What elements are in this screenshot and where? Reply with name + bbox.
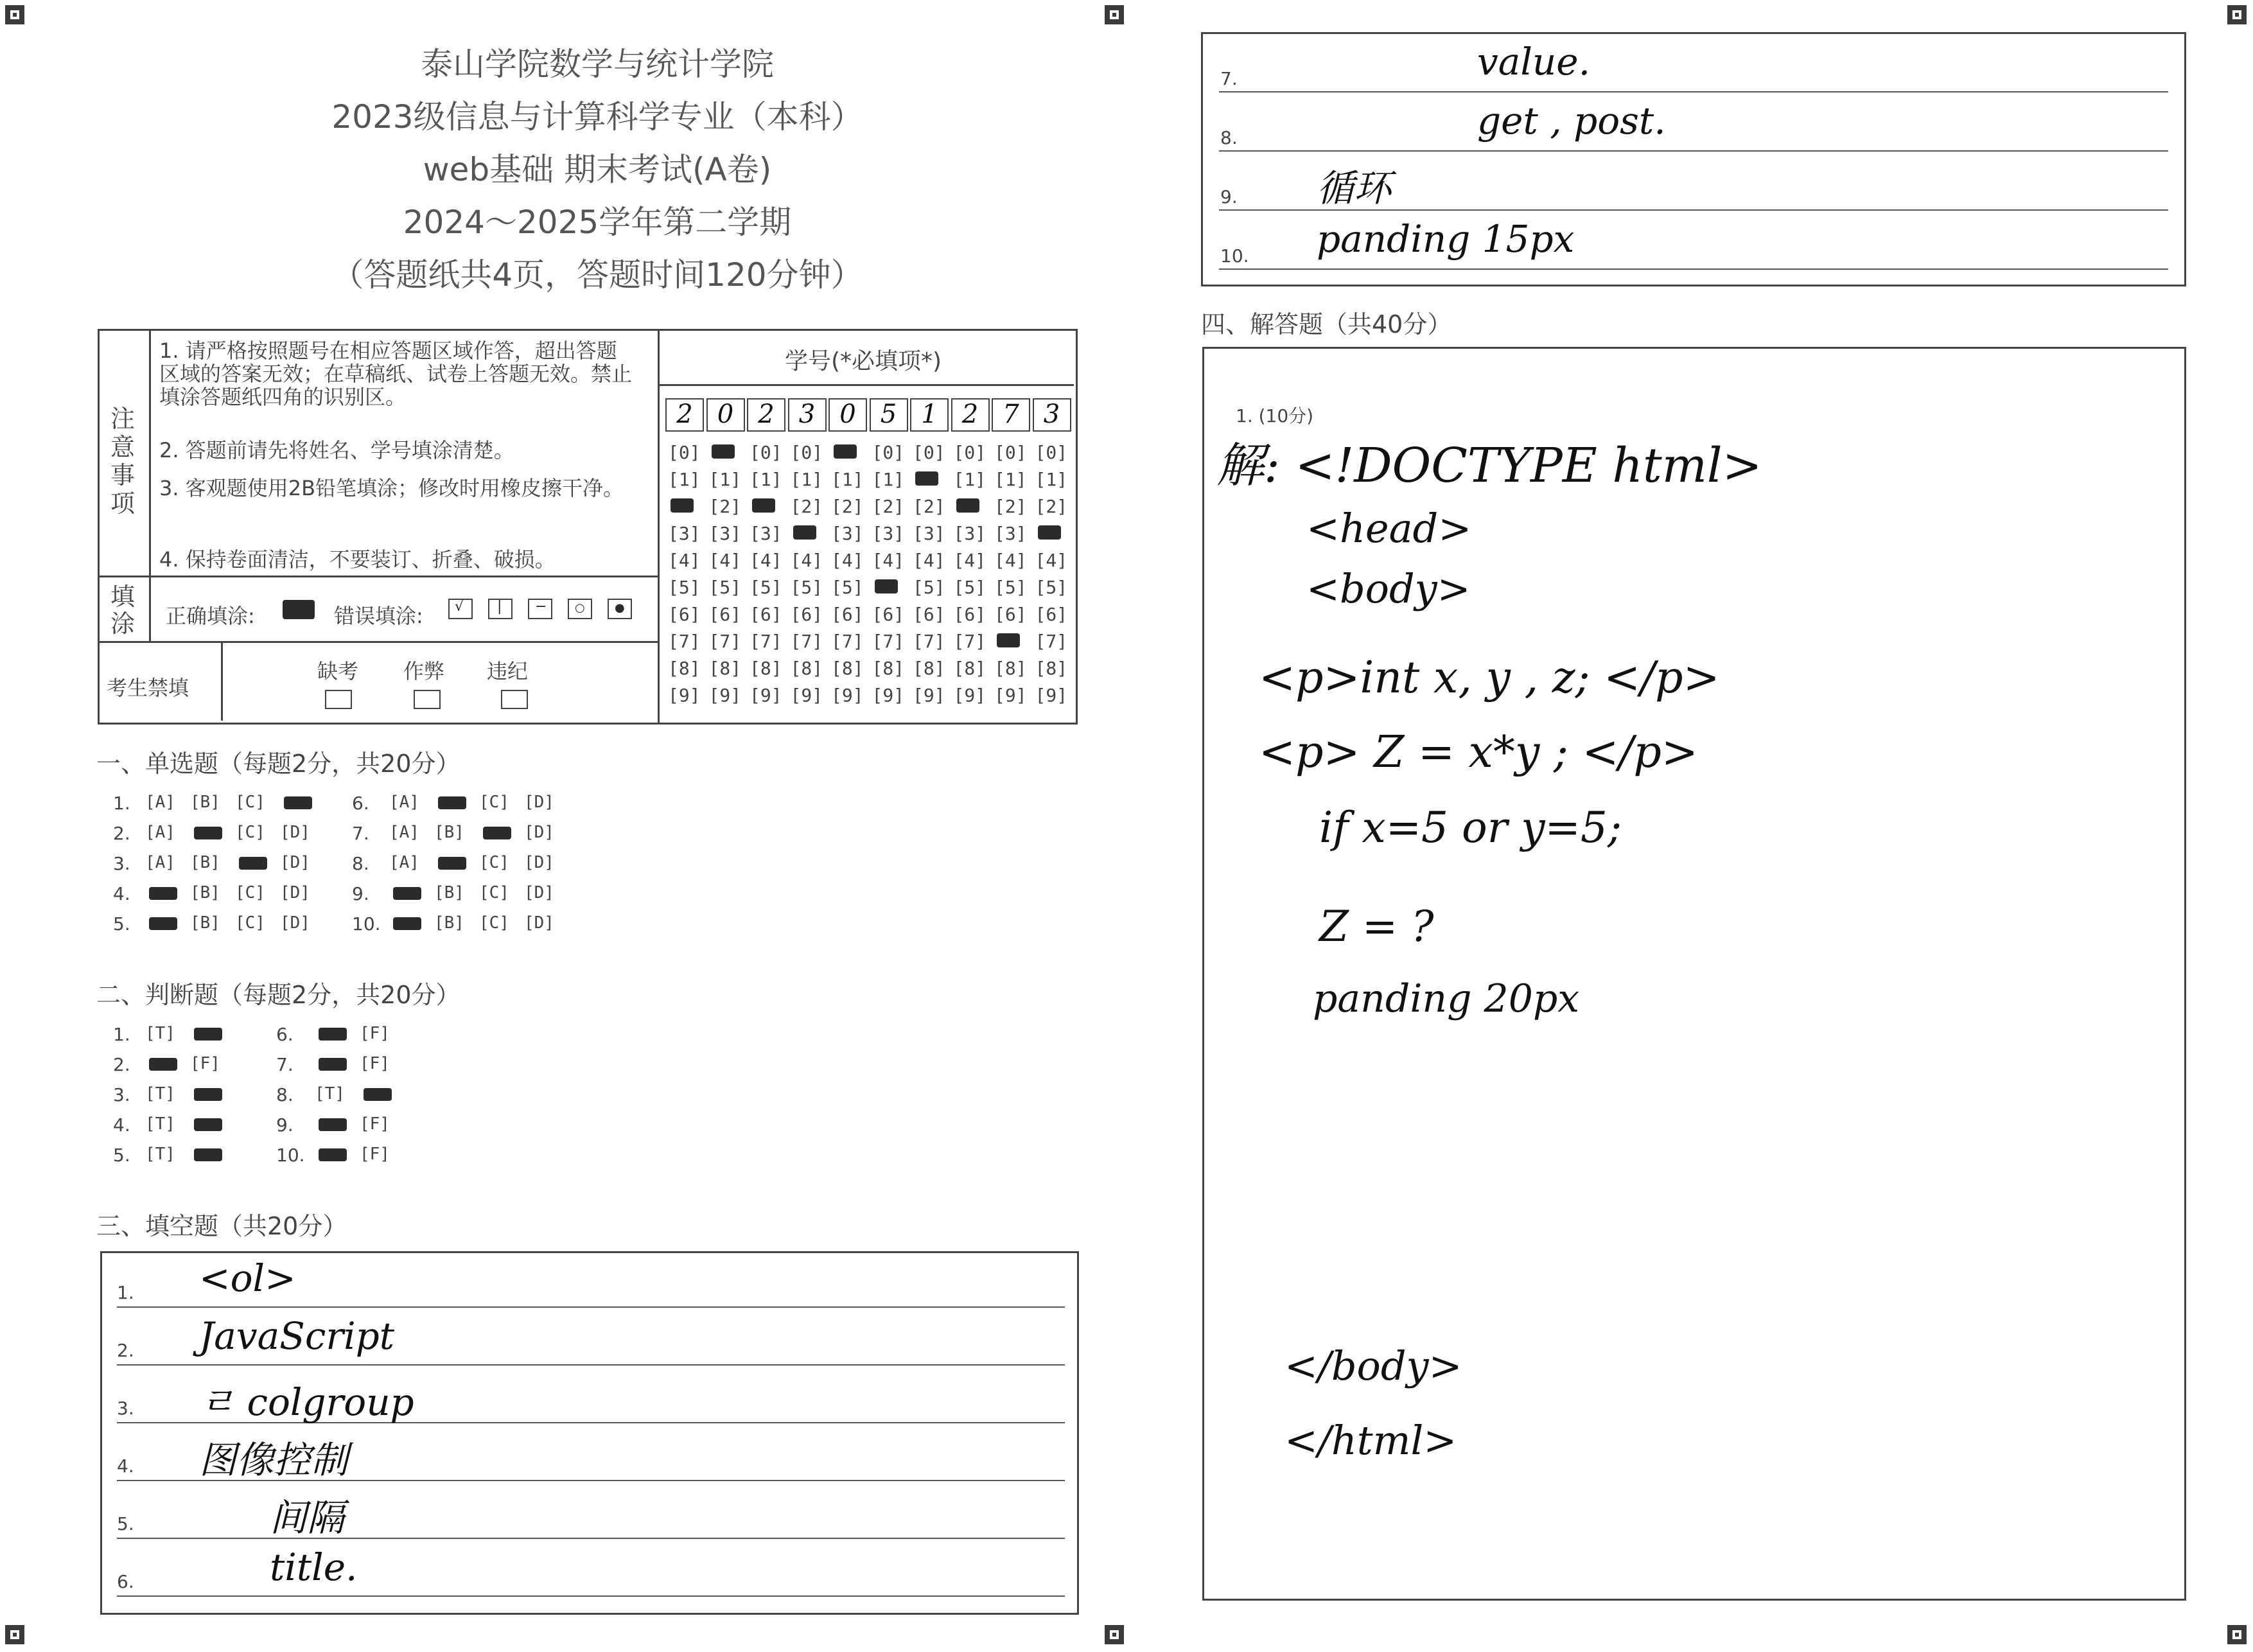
- sec1-bubble[interactable]: [D]: [524, 823, 554, 842]
- corner-marker-bl: [5, 1625, 24, 1644]
- sec2-bubble[interactable]: [T]: [145, 1084, 175, 1103]
- student-id-bubble[interactable]: [6]: [1035, 604, 1068, 625]
- wrong-sample-3: −: [528, 599, 552, 619]
- student-id-bubble[interactable]: [7]: [1035, 631, 1068, 652]
- student-id-bubble[interactable]: [6]: [994, 604, 1027, 625]
- student-id-bubble[interactable]: [2]: [872, 496, 905, 517]
- student-id-bubble[interactable]: [0]: [953, 442, 986, 463]
- student-id-bubble[interactable]: [0]: [1035, 442, 1068, 463]
- forbidden-label: 考生禁填: [107, 676, 189, 700]
- blank-answer[interactable]: 循环: [1317, 166, 1392, 210]
- forbidden-absent-box[interactable]: [325, 690, 352, 709]
- student-id-bubble[interactable]: [4]: [668, 550, 701, 571]
- sec1-bubble[interactable]: [A]: [145, 853, 175, 872]
- sec2-bubble[interactable]: [F]: [360, 1114, 390, 1134]
- sec1-title: 一、单选题（每题2分，共20分）: [96, 750, 460, 778]
- sec1-bubble[interactable]: [B]: [190, 853, 220, 872]
- essay-line-7: Z = ?: [1319, 902, 1434, 951]
- sec1-question-num: 9.: [352, 883, 369, 904]
- student-id-bubble[interactable]: [1]: [1035, 469, 1068, 490]
- student-id-bubble[interactable]: [3]: [750, 523, 782, 544]
- sec2-bubble[interactable]: [T]: [145, 1024, 175, 1043]
- sec1-bubble[interactable]: [A]: [389, 853, 419, 872]
- student-id-digit-box: 2: [665, 398, 704, 432]
- student-id-bubble[interactable]: [7]: [668, 631, 701, 652]
- student-id-bubble[interactable]: [2]: [708, 496, 742, 517]
- corner-marker-tr: [2227, 5, 2247, 24]
- student-id-bubble[interactable]: [9]: [668, 685, 701, 706]
- corner-marker-tl: [5, 5, 24, 24]
- student-id-bubble[interactable]: [8]: [790, 658, 823, 679]
- student-id-bubble[interactable]: [6]: [750, 604, 782, 625]
- header-line-4: 2024～2025学年第二学期: [403, 204, 792, 241]
- student-id-bubble[interactable]: [1]: [750, 469, 782, 490]
- sec2-bubble-filled[interactable]: [194, 1118, 222, 1131]
- student-id-bubble[interactable]: [7]: [708, 631, 742, 652]
- blank-num: 1.: [117, 1282, 134, 1303]
- forbidden-cheat-box[interactable]: [414, 690, 441, 709]
- sec2-bubble-filled[interactable]: [319, 1118, 347, 1131]
- student-id-bubble[interactable]: [9]: [913, 685, 945, 706]
- sec1-bubble[interactable]: [C]: [479, 883, 509, 902]
- sec1-question-num: 1.: [113, 793, 130, 814]
- student-id-bubble-filled[interactable]: [752, 498, 775, 513]
- student-id-bubble[interactable]: [9]: [790, 685, 823, 706]
- essay-line-2: <head>: [1306, 505, 1472, 552]
- essay-line-6: if x=5 or y=5;: [1319, 803, 1622, 852]
- student-id-bubble[interactable]: [0]: [994, 442, 1027, 463]
- sec1-question-num: 8.: [352, 853, 369, 874]
- sec1-bubble-filled[interactable]: [483, 827, 511, 839]
- student-id-digit-box: 3: [1033, 398, 1071, 432]
- header-line-1: 泰山学院数学与统计学院: [421, 46, 774, 83]
- student-id-bubble[interactable]: [5]: [750, 577, 782, 598]
- sec1-bubble-filled[interactable]: [438, 857, 466, 870]
- forbidden-violation-box[interactable]: [501, 690, 528, 709]
- sec1-bubble[interactable]: [C]: [479, 793, 509, 812]
- sec2-bubble[interactable]: [T]: [315, 1084, 345, 1103]
- student-id-bubble[interactable]: [4]: [708, 550, 742, 571]
- sec1-bubble[interactable]: [D]: [280, 823, 310, 842]
- student-id-bubble[interactable]: [1]: [831, 469, 864, 490]
- blank-answer[interactable]: ㄹ colgroup: [199, 1380, 414, 1424]
- sec1-bubble-filled[interactable]: [149, 917, 177, 930]
- student-id-bubble[interactable]: [5]: [831, 577, 864, 598]
- essay-line-10: </html>: [1284, 1417, 1457, 1464]
- corner-marker-tm: [1105, 5, 1124, 24]
- sec1-bubble[interactable]: [A]: [389, 793, 419, 812]
- sec2-bubble-filled[interactable]: [319, 1028, 347, 1041]
- sec2-question-num: 3.: [113, 1084, 130, 1105]
- sec4-title: 四、解答题（共40分）: [1201, 310, 1452, 338]
- student-id-bubble[interactable]: [4]: [750, 550, 782, 571]
- sec2-bubble-filled[interactable]: [194, 1148, 222, 1161]
- sec2-title: 二、判断题（每题2分，共20分）: [96, 981, 460, 1009]
- student-id-digit-box: 2: [951, 398, 990, 432]
- student-id-bubble[interactable]: [7]: [953, 631, 986, 652]
- blank-num: 7.: [1220, 68, 1238, 89]
- blank-underline: [1219, 268, 2168, 270]
- sec2-question-num: 6.: [276, 1024, 294, 1045]
- student-id-bubble[interactable]: [7]: [913, 631, 945, 652]
- student-id-bubble[interactable]: [7]: [790, 631, 823, 652]
- student-id-digit-box: 1: [910, 398, 949, 432]
- student-id-bubble[interactable]: [9]: [872, 685, 905, 706]
- student-id-bubble[interactable]: [8]: [953, 658, 986, 679]
- student-id-bubble[interactable]: [1]: [790, 469, 823, 490]
- sec1-bubble-filled[interactable]: [239, 857, 267, 870]
- student-id-digit-box: 7: [992, 398, 1030, 432]
- blank-underline: [1219, 91, 2168, 92]
- student-id-bubble[interactable]: [0]: [872, 442, 905, 463]
- forbidden-vline: [221, 642, 223, 721]
- student-id-bubble[interactable]: [4]: [831, 550, 864, 571]
- student-id-bubble[interactable]: [1]: [872, 469, 905, 490]
- essay-q1-label: 1. (10分): [1236, 405, 1314, 426]
- sec2-bubble[interactable]: [T]: [145, 1114, 175, 1134]
- blank-num: 2.: [117, 1340, 134, 1361]
- student-id-bubble[interactable]: [5]: [913, 577, 945, 598]
- correct-fill-sample: [283, 600, 315, 619]
- blank-answer[interactable]: value.: [1477, 40, 1591, 83]
- wrong-fill-label: 错误填涂:: [334, 604, 423, 628]
- sec1-bubble[interactable]: [C]: [479, 853, 509, 872]
- sec1-bubble[interactable]: [D]: [524, 853, 554, 872]
- sec1-question-num: 10.: [352, 913, 381, 935]
- sec1-bubble-filled[interactable]: [438, 796, 466, 809]
- blank-answer[interactable]: panding 15px: [1317, 217, 1575, 261]
- blank-num: 6.: [117, 1571, 134, 1592]
- student-id-digit-box: 0: [828, 398, 867, 432]
- student-id-bubble[interactable]: [3]: [994, 523, 1027, 544]
- student-id-bubble[interactable]: [6]: [668, 604, 701, 625]
- sec1-bubble[interactable]: [B]: [434, 883, 464, 902]
- student-id-bubble[interactable]: [5]: [708, 577, 742, 598]
- student-id-bubble[interactable]: [2]: [913, 496, 945, 517]
- sec2-bubble-filled[interactable]: [194, 1088, 222, 1101]
- sec2-bubble[interactable]: [F]: [360, 1054, 390, 1073]
- notice-item-2: 2. 答题前请先将姓名、学号填涂清楚。: [159, 438, 514, 462]
- sec2-bubble[interactable]: [F]: [360, 1145, 390, 1164]
- student-id-bubble[interactable]: [1]: [668, 469, 701, 490]
- sec2-question-num: 4.: [113, 1114, 130, 1136]
- essay-line-3: <body>: [1306, 565, 1471, 612]
- sec2-bubble[interactable]: [T]: [145, 1145, 175, 1164]
- student-id-bubble[interactable]: [8]: [1035, 658, 1068, 679]
- sec1-bubble[interactable]: [D]: [524, 793, 554, 812]
- blank-answer[interactable]: JavaScript: [199, 1314, 395, 1358]
- wrong-sample-5: ●: [608, 599, 632, 619]
- student-id-bubble[interactable]: [9]: [708, 685, 742, 706]
- wrong-sample-1: √: [448, 599, 473, 619]
- blank-num: 5.: [117, 1513, 134, 1534]
- student-id-bubble[interactable]: [3]: [708, 523, 742, 544]
- notice-side-label: 注意事项: [110, 405, 136, 518]
- student-id-bubble[interactable]: [9]: [831, 685, 864, 706]
- sec2-bubble-filled[interactable]: [319, 1058, 347, 1071]
- student-id-bubble[interactable]: [3]: [872, 523, 905, 544]
- sec1-bubble-filled[interactable]: [149, 887, 177, 900]
- sec2-question-num: 9.: [276, 1114, 294, 1136]
- essay-line-4: <p>int x, y , z; </p>: [1259, 653, 1720, 703]
- student-id-bubble[interactable]: [5]: [790, 577, 823, 598]
- wrong-sample-4: ○: [568, 599, 592, 619]
- sec3-title: 三、填空题（共20分）: [96, 1212, 347, 1240]
- student-id-bubble[interactable]: [3]: [953, 523, 986, 544]
- student-id-bubble-filled[interactable]: [956, 498, 979, 513]
- student-id-bubble[interactable]: [7]: [831, 631, 864, 652]
- student-id-bubble-filled[interactable]: [875, 579, 898, 593]
- sec2-bubble-filled[interactable]: [319, 1148, 347, 1161]
- sec2-question-num: 8.: [276, 1084, 294, 1105]
- blank-underline: [117, 1595, 1065, 1597]
- sec2-bubble[interactable]: [F]: [360, 1024, 390, 1043]
- student-id-bubble[interactable]: [4]: [1035, 550, 1068, 571]
- sec2-bubble-filled[interactable]: [149, 1058, 177, 1071]
- essay-line-1: 解: <!DOCTYPE html>: [1216, 438, 1762, 493]
- student-id-bubble[interactable]: [1]: [708, 469, 742, 490]
- student-id-bubble[interactable]: [6]: [708, 604, 742, 625]
- student-id-bubble[interactable]: [9]: [953, 685, 986, 706]
- student-id-bubble[interactable]: [0]: [790, 442, 823, 463]
- student-id-label: 学号(*必填项*): [785, 348, 942, 374]
- student-id-bubble[interactable]: [6]: [953, 604, 986, 625]
- student-id-bubble[interactable]: [9]: [1035, 685, 1068, 706]
- student-id-digit-box: 5: [870, 398, 908, 432]
- student-id-bubble[interactable]: [7]: [872, 631, 905, 652]
- header-line-5: （答题纸共4页，答题时间120分钟）: [331, 256, 863, 294]
- blank-num: 10.: [1220, 245, 1249, 267]
- student-id-bubble[interactable]: [3]: [831, 523, 864, 544]
- student-id-bubble-filled[interactable]: [793, 525, 816, 540]
- corner-marker-bm: [1105, 1625, 1124, 1644]
- blank-answer[interactable]: 图像控制: [199, 1438, 349, 1482]
- student-id-bubble[interactable]: [6]: [831, 604, 864, 625]
- student-id-bubble[interactable]: [8]: [750, 658, 782, 679]
- sec1-question-num: 7.: [352, 823, 369, 844]
- notice-hline-1: [98, 576, 658, 577]
- sec1-bubble[interactable]: [A]: [145, 823, 175, 842]
- student-id-bubble[interactable]: [3]: [668, 523, 701, 544]
- sec1-bubble[interactable]: [C]: [235, 883, 265, 902]
- sec1-question-num: 4.: [113, 883, 130, 904]
- student-id-bubble[interactable]: [4]: [790, 550, 823, 571]
- sec2-question-num: 10.: [276, 1145, 305, 1166]
- blank-num: 4.: [117, 1455, 134, 1477]
- sec2-bubble-filled[interactable]: [364, 1088, 392, 1101]
- student-id-bubble[interactable]: [0]: [750, 442, 782, 463]
- sec1-bubble[interactable]: [B]: [434, 913, 464, 933]
- sec2-question-num: 2.: [113, 1054, 130, 1075]
- student-id-bubble[interactable]: [5]: [668, 577, 701, 598]
- sec1-bubble[interactable]: [D]: [524, 883, 554, 902]
- sec1-bubble[interactable]: [B]: [190, 913, 220, 933]
- sec1-bubble[interactable]: [C]: [235, 793, 265, 812]
- student-id-digit-box: 0: [706, 398, 745, 432]
- student-id-bubble[interactable]: [2]: [831, 496, 864, 517]
- sec1-bubble[interactable]: [D]: [280, 883, 310, 902]
- blank-answer[interactable]: 间隔: [270, 1496, 345, 1540]
- student-id-bubble[interactable]: [1]: [953, 469, 986, 490]
- student-id-bubble[interactable]: [6]: [913, 604, 945, 625]
- student-id-bubble[interactable]: [8]: [913, 658, 945, 679]
- student-id-bubble[interactable]: [5]: [1035, 577, 1068, 598]
- blank-num: 3.: [117, 1398, 134, 1419]
- notice-item-1: 1. 请严格按照题号在相应答题区域作答，超出答题区域的答案无效；在草稿纸、试卷上答题无效。禁止填涂答题纸四角的识别区。: [159, 338, 633, 409]
- wrong-sample-2: |: [488, 599, 513, 619]
- sec2-bubble-filled[interactable]: [194, 1028, 222, 1041]
- fill-label: 填涂: [110, 583, 136, 638]
- essay-line-9: </body>: [1284, 1342, 1462, 1389]
- corner-marker-br: [2227, 1625, 2247, 1644]
- student-id-bubble-filled[interactable]: [1038, 525, 1061, 540]
- student-id-bubble[interactable]: [9]: [750, 685, 782, 706]
- sec1-bubble-filled[interactable]: [393, 887, 421, 900]
- notice-item-3: 3. 客观题使用2B铅笔填涂；修改时用橡皮擦干净。: [159, 476, 624, 500]
- student-id-bubble[interactable]: [3]: [913, 523, 945, 544]
- student-id-bubble[interactable]: [8]: [872, 658, 905, 679]
- sec1-bubble[interactable]: [D]: [524, 913, 554, 933]
- sec1-question-num: 5.: [113, 913, 130, 935]
- student-id-bubble[interactable]: [2]: [790, 496, 823, 517]
- essay-line-5: <p> Z = x*y ; </p>: [1259, 727, 1698, 778]
- student-id-bubble[interactable]: [2]: [994, 496, 1027, 517]
- sec1-bubble[interactable]: [B]: [190, 793, 220, 812]
- notice-vline: [149, 329, 151, 581]
- student-id-bubble[interactable]: [8]: [668, 658, 701, 679]
- forbidden-absent-label: 缺考: [317, 659, 359, 683]
- student-id-bubble[interactable]: [6]: [872, 604, 905, 625]
- student-id-bubble[interactable]: [5]: [994, 577, 1027, 598]
- student-id-bubble[interactable]: [8]: [994, 658, 1027, 679]
- sec1-bubble[interactable]: [A]: [389, 823, 419, 842]
- sec1-bubble[interactable]: [C]: [235, 913, 265, 933]
- sec1-question-num: 6.: [352, 793, 369, 814]
- student-id-bubble-filled[interactable]: [834, 444, 857, 459]
- header-line-3: web基础 期末考试(A卷): [423, 151, 772, 188]
- student-id-bubble[interactable]: [4]: [913, 550, 945, 571]
- blank-underline: [1219, 150, 2168, 152]
- blank-answer[interactable]: title.: [270, 1545, 358, 1589]
- essay-line-8: panding 20px: [1313, 976, 1580, 1021]
- sec2-bubble[interactable]: [F]: [190, 1054, 220, 1073]
- sec1-bubble-filled[interactable]: [194, 827, 222, 839]
- blank-underline: [117, 1364, 1065, 1366]
- blank-underline: [117, 1306, 1065, 1308]
- student-id-bubble-filled[interactable]: [997, 633, 1020, 647]
- fill-vline: [149, 577, 151, 641]
- student-id-bubble[interactable]: [4]: [994, 550, 1027, 571]
- sec1-bubble[interactable]: [C]: [479, 913, 509, 933]
- sec2-question-num: 7.: [276, 1054, 294, 1075]
- sec1-bubble[interactable]: [D]: [280, 853, 310, 872]
- notice-mid-vline: [658, 329, 660, 723]
- student-id-bubble[interactable]: [4]: [953, 550, 986, 571]
- student-id-bubble[interactable]: [1]: [994, 469, 1027, 490]
- student-id-bubble[interactable]: [9]: [994, 685, 1027, 706]
- notice-hline-2: [98, 641, 658, 643]
- student-id-bubble[interactable]: [8]: [708, 658, 742, 679]
- blank-num: 9.: [1220, 186, 1238, 207]
- student-id-digit-box: 3: [788, 398, 827, 432]
- student-id-bubble[interactable]: [5]: [953, 577, 986, 598]
- blank-underline: [117, 1538, 1065, 1539]
- sec1-question-num: 2.: [113, 823, 130, 844]
- student-id-bubble[interactable]: [2]: [1035, 496, 1068, 517]
- blank-num: 8.: [1220, 127, 1238, 148]
- student-id-bubble[interactable]: [0]: [668, 442, 701, 463]
- student-id-bubble[interactable]: [6]: [790, 604, 823, 625]
- sec1-bubble[interactable]: [A]: [145, 793, 175, 812]
- sec1-bubble-filled[interactable]: [393, 917, 421, 930]
- student-id-bubble-filled[interactable]: [712, 444, 735, 459]
- sec1-bubble[interactable]: [B]: [434, 823, 464, 842]
- student-id-digit-box: 2: [747, 398, 785, 432]
- correct-fill-label: 正确填涂:: [166, 604, 255, 628]
- student-id-hline: [659, 384, 1074, 386]
- sec2-question-num: 5.: [113, 1145, 130, 1166]
- sec1-question-num: 3.: [113, 853, 130, 874]
- student-id-bubble[interactable]: [0]: [913, 442, 945, 463]
- sec1-bubble[interactable]: [D]: [280, 913, 310, 933]
- student-id-bubble-filled[interactable]: [671, 498, 694, 513]
- student-id-bubble[interactable]: [4]: [872, 550, 905, 571]
- student-id-bubble[interactable]: [8]: [831, 658, 864, 679]
- header-line-2: 2023级信息与计算科学专业（本科）: [331, 98, 863, 136]
- forbidden-violation-label: 违纪: [487, 659, 529, 683]
- forbidden-cheat-label: 作弊: [403, 659, 445, 683]
- sec1-bubble[interactable]: [C]: [235, 823, 265, 842]
- blank-answer[interactable]: <ol>: [199, 1256, 296, 1300]
- sec1-bubble[interactable]: [B]: [190, 883, 220, 902]
- sec2-question-num: 1.: [113, 1024, 130, 1045]
- sec1-bubble-filled[interactable]: [284, 796, 312, 809]
- student-id-bubble-filled[interactable]: [915, 471, 938, 486]
- notice-item-4: 4. 保持卷面清洁，不要装订、折叠、破损。: [159, 547, 556, 572]
- blank-answer[interactable]: get , post.: [1477, 99, 1666, 143]
- student-id-bubble[interactable]: [7]: [750, 631, 782, 652]
